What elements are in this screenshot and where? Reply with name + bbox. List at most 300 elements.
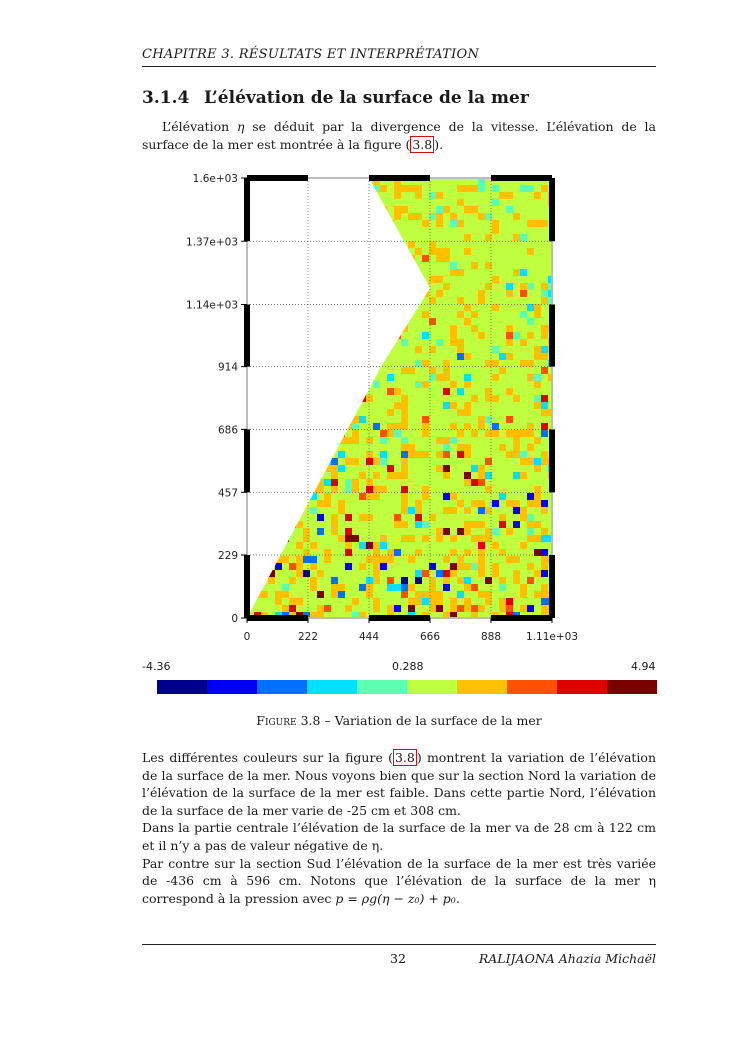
field-cell <box>359 451 367 459</box>
field-cell <box>408 283 416 291</box>
field-cell <box>317 591 325 599</box>
field-cell <box>492 262 500 270</box>
field-cell <box>310 514 318 522</box>
field-cell <box>401 388 409 396</box>
field-cell <box>261 374 269 382</box>
field-cell <box>506 220 514 228</box>
field-cell <box>289 192 297 200</box>
field-cell <box>513 367 521 375</box>
field-cell <box>520 332 528 340</box>
field-cell <box>310 458 318 466</box>
field-cell <box>366 528 374 536</box>
field-cell <box>492 479 500 487</box>
field-cell <box>380 367 388 375</box>
field-cell <box>359 290 367 298</box>
field-cell <box>513 185 521 193</box>
field-cell <box>387 192 395 200</box>
field-cell <box>261 220 269 228</box>
field-cell <box>506 332 514 340</box>
field-cell <box>422 549 430 557</box>
field-cell <box>415 493 423 501</box>
field-cell <box>282 339 290 347</box>
field-cell <box>471 507 479 515</box>
field-cell <box>401 444 409 452</box>
field-cell <box>492 465 500 473</box>
field-cell <box>485 570 493 578</box>
figure-reference-link[interactable]: 3.8 <box>412 137 433 152</box>
field-cell <box>527 416 535 424</box>
field-cell <box>317 381 325 389</box>
field-cell <box>408 227 416 235</box>
field-cell <box>268 444 276 452</box>
field-cell <box>457 276 465 284</box>
field-cell <box>268 409 276 417</box>
field-cell <box>387 276 395 284</box>
field-cell <box>513 255 521 263</box>
field-cell <box>457 577 465 585</box>
field-cell <box>359 178 367 186</box>
field-cell <box>422 290 430 298</box>
field-cell <box>422 535 430 543</box>
field-cell <box>436 367 444 375</box>
field-cell <box>394 479 402 487</box>
field-cell <box>394 374 402 382</box>
field-cell <box>492 472 500 480</box>
field-cell <box>373 493 381 501</box>
field-cell <box>457 500 465 508</box>
field-cell <box>485 549 493 557</box>
field-cell <box>443 591 451 599</box>
field-cell <box>310 367 318 375</box>
field-cell <box>261 577 269 585</box>
field-cell <box>443 605 451 613</box>
field-cell <box>366 220 374 228</box>
field-cell <box>324 311 332 319</box>
field-cell <box>373 297 381 305</box>
field-cell <box>310 577 318 585</box>
field-cell <box>289 353 297 361</box>
field-cell <box>422 227 430 235</box>
field-cell <box>401 325 409 333</box>
field-cell <box>450 255 458 263</box>
field-cell <box>282 206 290 214</box>
field-cell <box>289 381 297 389</box>
field-cell <box>373 206 381 214</box>
field-cell <box>450 297 458 305</box>
field-cell <box>499 563 507 571</box>
field-cell <box>415 374 423 382</box>
field-cell <box>331 276 339 284</box>
field-cell <box>366 206 374 214</box>
field-cell <box>394 409 402 417</box>
field-cell <box>254 346 262 354</box>
field-cell <box>247 416 255 424</box>
field-cell <box>352 521 360 529</box>
field-cell <box>506 304 514 312</box>
field-cell <box>275 332 283 340</box>
field-cell <box>464 199 472 207</box>
field-cell <box>345 220 353 228</box>
field-cell <box>338 227 346 235</box>
field-cell <box>345 577 353 585</box>
field-cell <box>485 185 493 193</box>
field-cell <box>380 234 388 242</box>
field-cell <box>303 514 311 522</box>
field-cell <box>422 339 430 347</box>
field-cell <box>275 507 283 515</box>
field-cell <box>261 458 269 466</box>
field-cell <box>310 605 318 613</box>
field-cell <box>373 395 381 403</box>
field-cell <box>520 255 528 263</box>
field-cell <box>296 206 304 214</box>
field-cell <box>352 479 360 487</box>
field-cell <box>499 528 507 536</box>
field-cell <box>380 213 388 221</box>
field-cell <box>345 255 353 263</box>
field-cell <box>345 248 353 256</box>
field-cell <box>520 290 528 298</box>
field-cell <box>303 262 311 270</box>
field-cell <box>471 227 479 235</box>
field-cell <box>471 374 479 382</box>
field-cell <box>541 227 549 235</box>
field-cell <box>415 535 423 543</box>
field-cell <box>408 556 416 564</box>
field-cell <box>380 591 388 599</box>
field-cell <box>415 514 423 522</box>
field-cell <box>366 430 374 438</box>
field-cell <box>317 220 325 228</box>
field-cell <box>457 241 465 249</box>
field-cell <box>247 528 255 536</box>
x-axis <box>244 618 578 643</box>
field-cell <box>415 437 423 445</box>
field-cell <box>401 549 409 557</box>
field-cell <box>422 381 430 389</box>
field-cell <box>527 304 535 312</box>
field-cell <box>303 535 311 543</box>
field-cell <box>317 360 325 368</box>
field-cell <box>527 220 535 228</box>
field-cell <box>506 437 514 445</box>
field-cell <box>331 598 339 606</box>
field-cell <box>485 227 493 235</box>
field-cell <box>387 584 395 592</box>
field-cell <box>359 444 367 452</box>
field-cell <box>415 556 423 564</box>
field-cell <box>408 346 416 354</box>
field-cell <box>261 206 269 214</box>
field-cell <box>520 192 528 200</box>
field-cell <box>394 339 402 347</box>
field-cell <box>373 346 381 354</box>
field-cell <box>464 192 472 200</box>
field-cell <box>485 479 493 487</box>
field-cell <box>422 563 430 571</box>
field-cell <box>457 283 465 291</box>
field-cell <box>492 514 500 522</box>
field-cell <box>436 206 444 214</box>
field-cell <box>499 577 507 585</box>
field-cell <box>506 451 514 459</box>
field-cell <box>422 409 430 417</box>
field-cell <box>359 367 367 375</box>
field-cell <box>520 605 528 613</box>
field-cell <box>534 388 542 396</box>
field-cell <box>394 528 402 536</box>
field-cell <box>296 290 304 298</box>
field-cell <box>387 535 395 543</box>
field-cell <box>506 297 514 305</box>
field-cell <box>317 416 325 424</box>
field-cell <box>254 185 262 193</box>
field-cell <box>499 507 507 515</box>
field-cell <box>534 493 542 501</box>
field-cell <box>541 563 549 571</box>
field-cell <box>415 220 423 228</box>
field-cell <box>541 521 549 529</box>
field-cell <box>513 605 521 613</box>
field-cell <box>443 367 451 375</box>
field-cell <box>387 269 395 277</box>
field-cell <box>450 234 458 242</box>
field-cell <box>478 199 486 207</box>
field-cell <box>387 402 395 410</box>
field-cell <box>415 507 423 515</box>
field-cell <box>506 458 514 466</box>
field-cell <box>415 262 423 270</box>
field-cell <box>527 262 535 270</box>
field-cell <box>415 206 423 214</box>
field-cell <box>317 395 325 403</box>
field-cell <box>366 465 374 473</box>
field-cell <box>296 528 304 536</box>
field-cell <box>450 465 458 473</box>
field-cell <box>366 458 374 466</box>
field-cell <box>310 248 318 256</box>
field-cell <box>261 185 269 193</box>
field-cell <box>443 290 451 298</box>
field-cell <box>282 514 290 522</box>
colorbar-swatch-9 <box>607 680 657 694</box>
field-cell <box>345 528 353 536</box>
field-cell <box>471 311 479 319</box>
field-cell <box>471 402 479 410</box>
field-cell <box>261 402 269 410</box>
field-cell <box>261 332 269 340</box>
field-cell <box>436 339 444 347</box>
field-cell <box>471 297 479 305</box>
field-cell <box>422 423 430 431</box>
field-cell <box>478 584 486 592</box>
field-cell <box>289 227 297 235</box>
field-cell <box>450 472 458 480</box>
field-cell <box>310 563 318 571</box>
field-cell <box>380 570 388 578</box>
field-cell <box>422 591 430 599</box>
field-cell <box>317 507 325 515</box>
field-cell <box>520 388 528 396</box>
field-cell <box>457 178 465 186</box>
field-cell <box>359 598 367 606</box>
field-cell <box>282 199 290 207</box>
field-cell <box>422 234 430 242</box>
field-cell <box>387 304 395 312</box>
field-cell <box>289 367 297 375</box>
field-cell <box>527 598 535 606</box>
field-cell <box>296 535 304 543</box>
field-cell <box>247 241 255 249</box>
field-cell <box>401 297 409 305</box>
field-cell <box>289 542 297 550</box>
field-cell <box>471 395 479 403</box>
field-cell <box>408 388 416 396</box>
field-cell <box>366 451 374 459</box>
field-cell <box>275 465 283 473</box>
field-cell <box>275 528 283 536</box>
field-cell <box>366 388 374 396</box>
field-cell <box>317 227 325 235</box>
field-cell <box>520 353 528 361</box>
field-cell <box>534 605 542 613</box>
field-cell <box>275 199 283 207</box>
field-cell <box>492 451 500 459</box>
field-cell <box>324 227 332 235</box>
field-cell <box>429 227 437 235</box>
field-cell <box>268 605 276 613</box>
field-cell <box>254 563 262 571</box>
field-cell <box>296 521 304 529</box>
field-cell <box>457 297 465 305</box>
field-cell <box>499 304 507 312</box>
field-cell <box>303 220 311 228</box>
field-cell <box>275 444 283 452</box>
field-cell <box>499 311 507 319</box>
field-cell <box>282 430 290 438</box>
field-cell <box>338 269 346 277</box>
field-cell <box>345 549 353 557</box>
field-cell <box>310 451 318 459</box>
field-cell <box>303 290 311 298</box>
field-cell <box>513 206 521 214</box>
field-cell <box>345 206 353 214</box>
field-cell <box>352 451 360 459</box>
field-cell <box>324 591 332 599</box>
field-cell <box>527 360 535 368</box>
field-cell <box>534 570 542 578</box>
field-cell <box>527 542 535 550</box>
field-cell <box>366 262 374 270</box>
field-cell <box>303 563 311 571</box>
field-cell <box>282 381 290 389</box>
section-heading <box>142 88 529 108</box>
field-cell <box>359 297 367 305</box>
field-cell <box>352 304 360 312</box>
x-tick-label: 444 <box>358 631 380 643</box>
field-cell <box>324 318 332 326</box>
field-cell <box>275 549 283 557</box>
field-cell <box>282 185 290 193</box>
field-cell <box>450 458 458 466</box>
field-cell <box>485 213 493 221</box>
field-cell <box>527 367 535 375</box>
field-cell <box>436 584 444 592</box>
field-cell <box>282 500 290 508</box>
field-cell <box>254 584 262 592</box>
field-cell <box>513 213 521 221</box>
field-cell <box>485 395 493 403</box>
field-cell <box>275 479 283 487</box>
field-cell <box>366 213 374 221</box>
field-cell <box>478 409 486 417</box>
field-cell <box>471 367 479 375</box>
field-cell <box>443 269 451 277</box>
field-cell <box>513 353 521 361</box>
field-cell <box>492 395 500 403</box>
field-cell <box>422 241 430 249</box>
field-cell <box>331 535 339 543</box>
field-cell <box>275 521 283 529</box>
field-cell <box>275 381 283 389</box>
field-cell <box>506 269 514 277</box>
field-cell <box>317 402 325 410</box>
colorbar-swatch-6 <box>457 680 507 694</box>
field-cell <box>366 437 374 445</box>
field-cell <box>541 549 549 557</box>
field-cell <box>254 276 262 284</box>
field-cell <box>513 416 521 424</box>
field-cell <box>436 409 444 417</box>
field-cell <box>506 430 514 438</box>
field-cell <box>282 255 290 263</box>
field-cell <box>485 325 493 333</box>
field-cell <box>506 535 514 543</box>
field-cell <box>527 584 535 592</box>
field-cell <box>520 542 528 550</box>
field-cell <box>373 402 381 410</box>
field-cell <box>513 290 521 298</box>
field-cell <box>429 437 437 445</box>
field-cell <box>268 542 276 550</box>
field-cell <box>485 234 493 242</box>
field-cell <box>324 255 332 263</box>
field-cell <box>338 353 346 361</box>
field-cell <box>534 416 542 424</box>
field-cell <box>450 430 458 438</box>
field-cell <box>331 507 339 515</box>
field-cell <box>436 514 444 522</box>
field-cell <box>352 227 360 235</box>
field-cell <box>366 409 374 417</box>
field-cell <box>324 500 332 508</box>
field-cell <box>478 227 486 235</box>
field-cell <box>527 353 535 361</box>
field-cell <box>485 500 493 508</box>
field-cell <box>401 521 409 529</box>
figure-reference-link[interactable]: 3.8 <box>394 750 415 765</box>
field-cell <box>331 416 339 424</box>
field-cell <box>394 584 402 592</box>
field-cell <box>387 514 395 522</box>
field-cell <box>506 416 514 424</box>
field-cell <box>527 423 535 431</box>
field-cell <box>478 241 486 249</box>
field-cell <box>387 234 395 242</box>
field-cell <box>520 325 528 333</box>
field-cell <box>436 521 444 529</box>
field-cell <box>359 248 367 256</box>
